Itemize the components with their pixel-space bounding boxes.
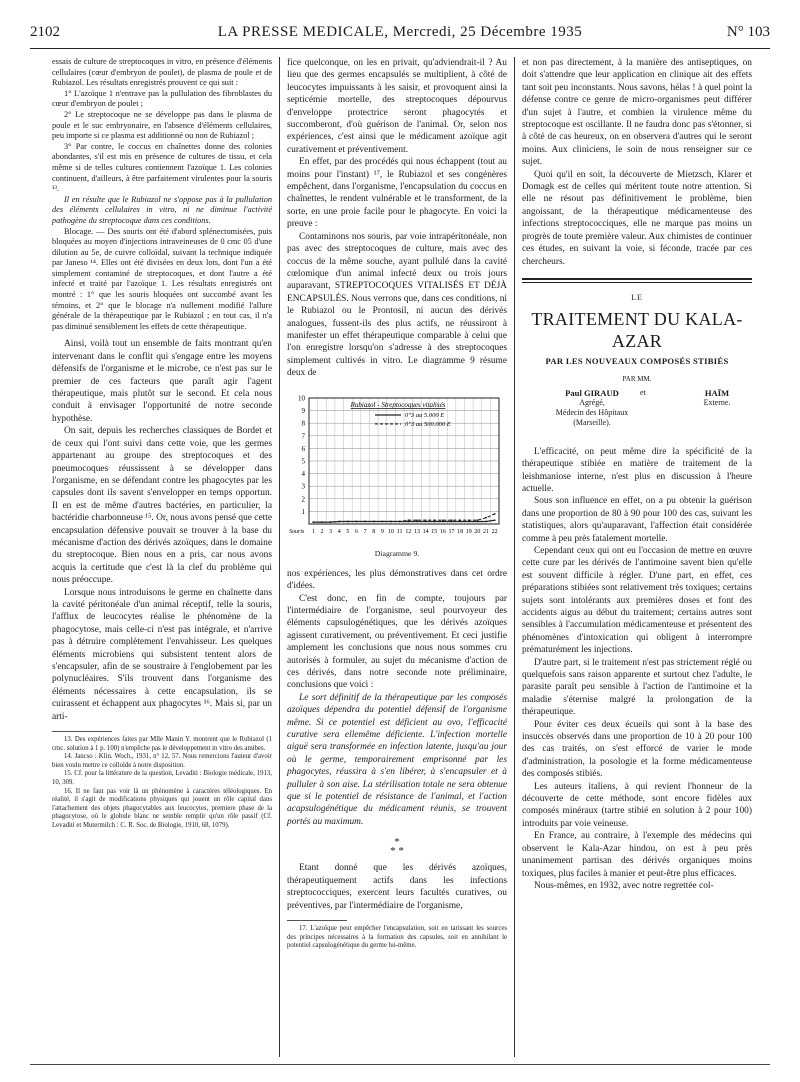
series-point	[485, 520, 487, 522]
x-tick-label: 15	[431, 528, 438, 535]
x-tick-label: 18	[457, 528, 464, 535]
chart-title: Rubiazol - Streptocoques vitalisés	[350, 400, 446, 409]
paragraph: 1° L'azoïque 1 n'entrave pas la pullulation des fibroblastes du cœur d'embryon de poulet ;	[52, 88, 272, 109]
x-tick-label: 2	[320, 528, 324, 535]
author-2	[672, 388, 762, 408]
author-2-role: Externe.	[703, 397, 731, 407]
y-tick-label: 2	[301, 494, 305, 503]
diagram-caption: Diagramme 9.	[374, 549, 420, 559]
x-tick-label: 7	[363, 528, 367, 535]
x-tick-label: 11	[396, 528, 403, 535]
y-tick-label: 9	[301, 406, 305, 415]
series-point	[364, 520, 366, 522]
x-tick-label: 12	[405, 528, 412, 535]
series-point	[451, 519, 453, 521]
y-tick-label: 1	[301, 507, 305, 516]
author-1	[542, 388, 642, 428]
author-1-name: Paul GIRAUD	[565, 387, 619, 398]
paragraph: En France, au contraire, à l'exemple des médecins qui observent le Kala-Azar hindou, on est à peu près unanimement partisan des dérivés organiques moins toxiques, plus faciles à manier et peut-être plus efficaces.	[522, 831, 752, 879]
footnote: 17. L'azoïque peut empêcher l'encapsulation, soit en tarissant les sources des principes nécessaires à la formation des capsules, soit en annihilant le potentiel capsulogénétique du germe lui-même.	[287, 924, 507, 950]
paragraph: Le sort définitif de la thérapeutique par les composés azoïques dépendra du potentiel défensif de l'organisme même. Si ce potentiel est déficient au ovo, l'efficacité curative sera ellemême déficiente. L'infection mortelle aiguë sera transformée en infection latente, jusqu'au jour où le germe, temporairement emprisonné par les phagocytes, réussira à s'en libérer, à s'encapsuler et à pulluler à son aise. La stérilisation totale ne sera obtenue que si le potentiel de résistance de l'animal, et l'action acapsulogénétique du médicament réunis, se trouvent portés au maximum.	[287, 692, 507, 827]
paragraph: En effet, par des procédés qui nous échappent (tout au moins pour l'instant) ¹⁷, le Rubiazol et ses congénères empêchent, dans l'organisme, l'encapsulation du coccus en chaînettes, le rendent vulnérable et le transforment, de la sorte, en une proie facile pour le phagocyte. En voici la preuve :	[287, 157, 507, 230]
paragraph: Etant donné que les dérivés azoïques, thérapeutiquement actifs dans les infections streptococciques, exercent leurs facultés curatives, ou préventives, par l'intermédiaire de l'organisme,	[287, 863, 507, 911]
paragraph: D'autre part, si le traitement n'est pas strictement réglé ou quelquefois sans raison apparente et surtout chez l'adulte, le parasite paraît peu sensible à l'action de l'antimoine et la maladie s'éternise malgré la prolongation de la thérapeutique.	[522, 657, 752, 718]
series-point	[356, 520, 358, 522]
paragraph: Nous-mêmes, en 1932, avec notre regrettée col-	[534, 880, 714, 891]
authors-and: et	[640, 387, 646, 397]
footnote: 14. Jancso : Klin. Woch., 1931, n° 12, 57. Nous remercions l'auteur d'avoir bien voulu mettre ce colloïde à notre disposition.	[52, 753, 272, 769]
series-point	[347, 520, 349, 522]
x-tick-label: 8	[372, 528, 376, 535]
column-rule-1	[279, 57, 280, 1057]
page-number: 2102	[30, 24, 60, 40]
y-tick-label: 4	[301, 469, 305, 478]
series-point	[485, 516, 487, 518]
x-tick-label: 17	[448, 528, 455, 535]
x-tick-label: 13	[413, 528, 420, 535]
x-tick-label: 22	[491, 528, 498, 535]
paragraph: Lorsque nous introduisons le germe en chaînette dans la cavité péritonéale d'un animal réceptif, telle la souris, l'afflux de leucocytes réalise le phénomène de la phagocytose, mais celle-ci n'est pas intégrale, et n'arrive pas à détruire complètement l'envahisseur. Les quelques éléments microbiens qui subsistent tentent alors de s'encapsuler, afin de se soustraire à l'englobement par les polynucléaires. S'ils trouvent dans l'organisme des éléments nécessaires à cette encapsulation, ils se cuirassent et échappent aux phagocytes ¹⁶. Mais si, par un arti-	[52, 587, 272, 722]
series-point	[468, 519, 470, 521]
paragraph: Pour éviter ces deux écueils qui sont à la base des insuccès observés dans une proportion de 10 à 20 pour 100 des cas traités, on s'est efforcé de varier le mode d'administration, la posologie et la forme médicamenteuse des composés stibiés.	[522, 719, 752, 780]
author-1-city: (Marseille).	[573, 417, 611, 427]
x-tick-label: 19	[465, 528, 472, 535]
footnote: 16. Il ne faut pas voir là un phénomène à caractères téléologiques. En réalité, il s'agit de modifications physiques qui jouent un rôle capital dans l'attachement des objets phagocytables aux leucocytes, premiere phase de la phagocytose, où le globule blanc ne semble remplir qu'un rôle passif (Cf. Levaditi et Mutermilch : C. R. Soc. de Biologie, 1910, 68, 1079).	[52, 787, 272, 829]
paragraph: L'efficacité, on peut même dire la spécificité de la thérapeutique stibiée en matière de traitement de la leishmaniose interne, n'est plus en discussion à l'heure actuelle.	[522, 446, 752, 494]
footnote: 15. Cf. pour la littérature de la question, Levaditi : Biologie médicale, 1913, 10, 309.	[52, 770, 272, 786]
paragraph: C'est donc, en fin de compte, toujours par l'intermédiaire de l'organisme, seul pourvoyeur des éléments capsulogénétiques, que les dérivés azoïques agissent curativement, ou préventivement. Et ceci justifie amplement les conclusions que nous nous sommes cru autorisés à formuler, au sujet du mécanisme d'action de ces dérivés, dans notre seconde note préliminaire, conclusions que voici :	[287, 593, 507, 691]
issue-number: N° 103	[726, 24, 770, 40]
x-tick-label: 21	[483, 528, 490, 535]
byline-label: PAR MM.	[622, 375, 652, 384]
header-rule	[30, 48, 770, 49]
y-tick-label: 10	[298, 394, 305, 403]
x-tick-label: 10	[388, 528, 395, 535]
page-header	[30, 24, 770, 46]
footer-rule	[30, 1064, 770, 1065]
author-2-name: HAÏM	[704, 387, 730, 398]
series-point	[416, 519, 418, 521]
chart-y-ticks	[298, 394, 306, 515]
paragraph: Ainsi, voilà tout un ensemble de faits montrant qu'en intervenant dans le conflit qui s'engage entre les moyens défensifs de l'organisme et le microbe, ce n'est pas sur le premier de ces facteurs que paraît agir l'agent thérapeutique, mais plutôt sur le second. Et cela nous conduit à envisager l'opportunité de notre seconde hypothèse.	[52, 339, 272, 424]
diagram-chart	[287, 390, 507, 542]
paragraph: et non pas directement, à la manière des antiseptiques, on doit s'attendre que leur application en clinique ait des effets tant soit peu inconstants. Nous savons, hélas ! à quel point la défense contre ce genre de micro-organismes peut différer d'un sujet à l'autre, et combien la virulence même du streptocoque est oscillante. Il ne faudra donc pas s'étonner, si à côté de cas heureux, on en observera d'autres qui le seront moins. Aux cliniciens, le soin de nous renseigner sur ce sujet.	[522, 58, 752, 168]
x-tick-label: 16	[439, 528, 446, 535]
diagram-9	[287, 390, 507, 546]
series-point	[425, 519, 427, 521]
y-tick-label: 6	[301, 444, 305, 453]
column-2	[287, 57, 507, 951]
series-point	[312, 521, 314, 523]
series-point	[433, 519, 435, 521]
article-subtitle: PAR LES NOUVEAUX COMPOSÉS STIBIÉS	[545, 355, 729, 366]
series-point	[399, 520, 401, 522]
paragraph: essais de culture de streptocoques in vitro, en présence d'éléments cellulaires (cœur d'embryon de poulet), de plasma de poule et de Rubiazol. Les résultats enregistrés prouvent ce qui suit :	[52, 57, 272, 88]
x-axis-prefix: Souris	[289, 528, 305, 535]
legend-label: 0"3 au 500.000 E	[405, 420, 451, 428]
journal-title: LA PRESSE MEDICALE, Mercredi, 25 Décembre 1935	[217, 24, 583, 40]
series-point	[459, 519, 461, 521]
series-point	[330, 521, 332, 523]
article-separator-thin	[522, 282, 752, 283]
footnote-rule	[52, 731, 112, 732]
x-tick-label: 14	[422, 528, 429, 535]
y-tick-label: 5	[301, 457, 305, 466]
paragraph: nos expériences, les plus démonstratives dans cet ordre d'idées.	[287, 568, 507, 592]
paragraph: Cependant ceux qui ont eu l'occasion de mettre en œuvre cette cure par les dérivés de l'antimoine savent bien qu'elle est souvent difficile à régler. D'une part, en effet, ces préparations stibiées sont relativement très toxiques; certains sujets sont intolérants aux premières doses et font des accidents aigus au début du traitement; certains autres sont sensibles à l'accumulation médicamenteuse et présentent des phénomènes d'intoxication qui obligent à interrompre prématurément les injections.	[522, 545, 752, 656]
column-1	[52, 57, 272, 831]
y-tick-label: 8	[301, 419, 305, 428]
paragraph: Les auteurs italiens, à qui revient l'honneur de la découverte de cette méthode, sont encore fidèles aux composés minéraux (tartre stibié en solution à 2 pour 100) introduits par voie veineuse.	[522, 781, 752, 829]
x-tick-label: 3	[329, 528, 333, 535]
paragraph: 2° Le streptocoque ne se développe pas dans le plasma de poule et le suc embryonaire, en l'absence d'éléments cellulaires, peu importe si ce plasma est additionné ou non de Rubiazol ;	[52, 109, 272, 141]
series-point	[338, 520, 340, 522]
article-kicker: LE	[631, 292, 643, 302]
series-point	[373, 520, 375, 522]
chart-grid	[309, 398, 499, 524]
series-point	[390, 520, 392, 522]
chart-legend	[350, 401, 451, 428]
section-stars: * * *	[390, 836, 404, 858]
column-rule-2	[514, 57, 515, 1057]
paragraph: Il en résulte que le Rubiazol ne s'oppose pas à la pullulation des éléments cellulaires in vitro, ni ne diminue l'activité pathogène du streptocoque dans ces conditions.	[52, 194, 272, 225]
article-title: TRAITEMENT DU KALA-AZAR	[531, 308, 743, 351]
paragraph: On sait, depuis les recherches classiques de Bordet et de ceux qui l'ont suivi dans cette voie, que les germes appartenant au groupe des streptocoques et des pneumocoques réussissent à se développer dans l'organisme, en se défendant contre les phagocytes par les capsules dont ils savent s'envelopper en temps opportun. Il en est de même d'autres bactéries, en particulier, la bactéridie charbonneuse ¹⁵. Or, nous avons pensé que cette encapsulation défensive pouvait se trouver à la base du mécanisme d'action des dérivés azoïques, dans le domaine du streptocoque. Bien nous en a pris, car nous avons acquis la certitude que c'est là la clef du problème qui nous préoccupe.	[52, 426, 272, 586]
author-1-role2: Médecin des Hôpitaux	[555, 407, 629, 417]
article-separator	[522, 278, 752, 280]
x-tick-label: 4	[337, 528, 341, 535]
column-3	[522, 57, 752, 892]
footnote: 13. Des expériences faites par Mlle Manin Y. montrent que le Rubiazol (1 cmc. solution à 1 p. 100) n'empêche pas le développement in vitro des amibes.	[52, 736, 272, 752]
y-tick-label: 7	[301, 431, 305, 440]
x-tick-label: 1	[311, 528, 315, 535]
paragraph: fice quelconque, on les en privait, qu'adviendrait-il ? Au lieu que des germes encapsulés se multiplient, à côté de leucocytes impuissants à les saisir, et provoquent ainsi la septicémie mortelle, des streptocoques dépourvus d'enveloppe protectrice seront phagocytés et succomberont, d'où guérison de l'animal. Or, selon nos expériences, c'est ainsi que le médicament azoïque agit curativement et préventivement.	[287, 58, 507, 155]
series-point	[494, 513, 496, 515]
paragraph: Sous son influence en effet, on a pu obtenir la guérison dans une proportion de 80 à 90 pour 100 des cas, suivant les statistiques, alors qu'auparavant, l'affection était considérée comme à peu près fatalement mortelle.	[522, 496, 752, 544]
series-point	[407, 519, 409, 521]
paragraph: Quoi qu'il en soit, la découverte de Mietzsch, Klarer et Domagk est de celles qui méritent toute notre attention. Si elle ne résout pas définitivement le problème, bien angoissant, de la thérapeutique médicamenteuse des infections streptococciques, elle ne marque pas moins un progrès de toute première valeur. Aux chimistes de continuer ces études, en suivant la voie, si féconde, tracée par ces chercheurs.	[522, 169, 752, 267]
series-point	[382, 520, 384, 522]
series-point	[442, 519, 444, 521]
legend-label: 0"3 au 5.000 E	[405, 411, 445, 419]
x-tick-label: 20	[474, 528, 481, 535]
x-tick-label: 5	[346, 528, 350, 535]
series-point	[321, 521, 323, 523]
series-point	[494, 519, 496, 521]
x-tick-label: 6	[355, 528, 358, 535]
footnote-rule	[287, 920, 347, 921]
author-1-role: Agrégé,	[579, 397, 605, 407]
paragraph: Contaminons nos souris, par voie intrapéritonéale, non pas avec des streptocoques de culture, mais avec des coccus de la même souche, ayant pullulé dans la cavité cœlomique d'un animal infecté deux ou trois jours auparavant, STREPTOCOQUES VITALISÉS ET DÉJÀ ENCAPSULÉS. Nous verrons que, dans ces conditions, ni le Rubiazol ou le Prontosil, ni aucun des dérivés analogues, fussent-ils des plus actifs, ne réussiront à manifester un effet thérapeutique comparable à celui que l'on enregistre lorsqu'on s'adresse à des streptocoques simplement cultivés in vitro. Le diagramme 9 résume deux de	[287, 231, 507, 379]
chart-x-ticks	[289, 529, 498, 535]
x-tick-label: 9	[380, 528, 384, 535]
paragraph: 3° Par contre, le coccus en chaînettes donne des colonies abondantes, s'il est mis en présence de cultures de tissu, et cela même si de telles cultures contiennent l'azoïque 1. Les colonies continuent, d'ailleurs, à être parfaitement virulentes pour la souris ¹³.	[52, 141, 272, 194]
series-point	[477, 519, 479, 521]
y-tick-label: 3	[301, 482, 305, 491]
authors-block	[522, 388, 752, 446]
paragraph: Blocage. — Des souris ont été d'abord splénectomisées, puis bloquées au moyen d'injections intraveineuses de 0 cmc 05 d'une dilution au 5e, de cuivre colloïdal, suivant la technique indiquée par Janeso ¹⁴. Elles ont été divisées en deux lots, dont l'un a été simplement contaminé de streptocoques, et dont l'autre a été infecté et traité par l'azoïque 1. Les résultats enregistrés ont montré : 1° que les souris bloquées ont succombé avant les témoins, et 2° que le blocage n'a nullement modifié l'allure générale de la thérapeutique par le Rubiazol ; en tout cas, il n'a pas diminué sensiblement les effets de cette thérapeutique.	[52, 226, 272, 331]
